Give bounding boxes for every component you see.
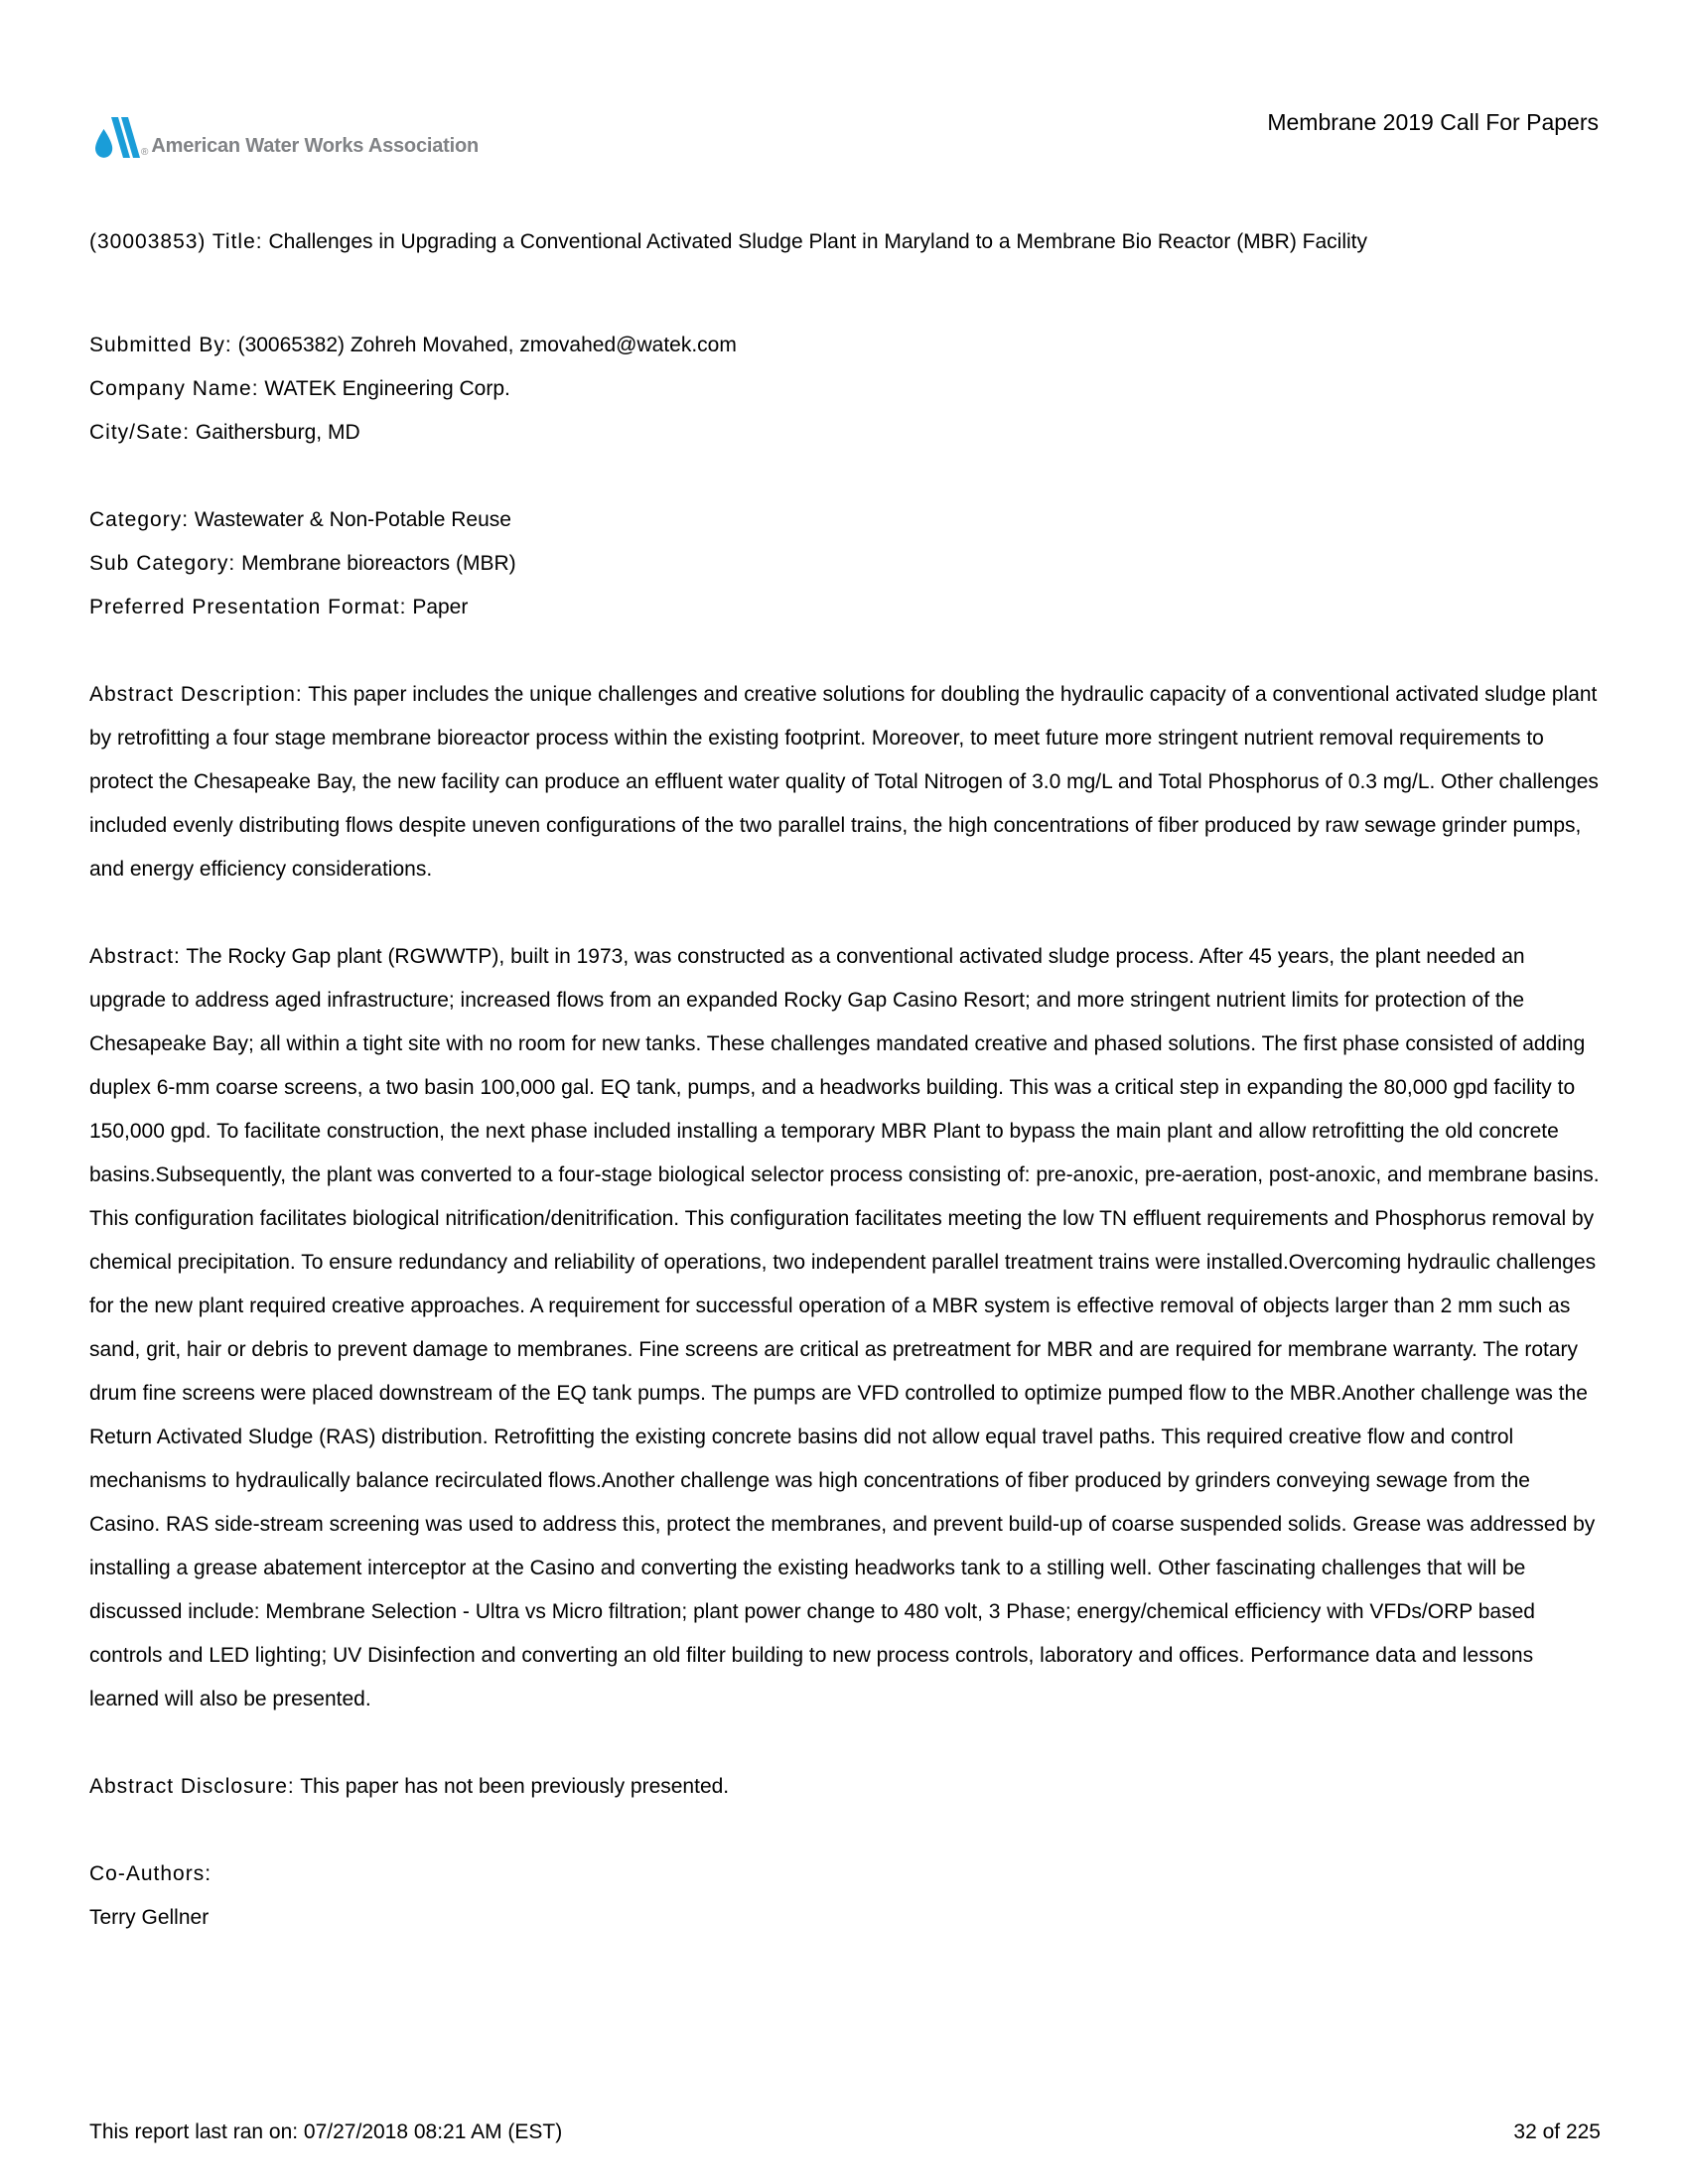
registered-trademark-icon: ® — [141, 147, 149, 158]
abstract-paragraph — [89, 935, 1603, 1721]
submitted-by-value: (30065382) Zohreh Movahed, zmovahed@watek.com — [237, 334, 737, 356]
org-name: American Water Works Association — [151, 135, 480, 157]
paper-title-text: Challenges in Upgrading a Conventional Activated Sludge Plant in Maryland to a Membrane Bio Reactor (MBR) Facility — [268, 230, 1368, 253]
page-header — [94, 103, 1599, 173]
abstract-label: Abstract: — [89, 945, 181, 968]
co-authors-section — [89, 1852, 1603, 1940]
abstract-description-label: Abstract Description: — [89, 683, 303, 706]
abstract-description-text: This paper includes the unique challenges and creative solutions for doubling the hydraulic capacity of a conventional activated sludge plant by retrofitting a four stage membrane bioreactor process within the existing footprint. Moreover, to meet future more stringent nutrient removal requirements to protect the Chesapeake Bay, the new facility can produce an effluent water quality of Total Nitrogen of 3.0 mg/L and Total Phosphorus of 0.3 mg/L. Other challenges included evenly distributing flows despite uneven configurations of the two parallel trains, the high concentrations of fiber produced by raw sewage grinder pumps, and energy efficiency considerations. — [89, 683, 1599, 881]
report-last-run: This report last ran on: 07/27/2018 08:21 AM (EST) — [89, 2120, 563, 2143]
abstract-disclosure-line — [89, 1765, 1603, 1809]
co-author-name: Terry Gellner — [89, 1906, 210, 1929]
abstract-text: The Rocky Gap plant (RGWWTP), built in 1973, was constructed as a conventional activated sludge process. After 45 years, the plant needed an upgrade to address aged infrastructure; increased flows from an expanded Rocky Gap Casino Resort; and more stringent nutrient limits for protection of the Chesapeake Bay; all within a tight site with no room for new tanks. These challenges mandated creative and phased solutions. The first phase consisted of adding duplex 6-mm coarse screens, a two basin 100,000 gal. EQ tank, pumps, and a headworks building. This was a critical step in expanding the 80,000 gpd facility to 150,000 gpd. To facilitate construction, the next phase included installing a temporary MBR Plant to bypass the main plant and allow retrofitting the old concrete basins.Subsequently, the plant was converted to a four-stage biological selector process consisting of: pre-anoxic, pre-aeration, post-anoxic, and membrane basins. This configuration facilitates biological nitrification/denitrification. This configuration facilitates meeting the low TN effluent requirements and Phosphorus removal by chemical precipitation. To ensure redundancy and reliability of operations, two independent parallel treatment trains were installed.Overcoming hydraulic challenges for the new plant required creative approaches. A requirement for successful operation of a MBR system is effective removal of objects larger than 2 mm such as sand, grit, hair or debris to prevent damage to membranes. Fine screens are critical as pretreatment for MBR and are required for membrane warranty. The rotary drum fine screens were placed downstream of the EQ tank pumps. The pumps are VFD controlled to optimize pumped flow to the MBR.Another challenge was the Return Activated Sludge (RAS) distribution. Retrofitting the existing concrete basins did not allow equal travel paths. This required creative flow and control mechanisms to hydraulically balance recirculated flows.Another challenge was high concentrations of fiber produced by grinders conveying sewage from the Casino. RAS side-stream screening was used to address this, protect the membranes, and prevent build-up of coarse suspended solids. Grease was addressed by installing a grease abatement interceptor at the Casino and converting the existing headworks tank to a stilling well. Other fascinating challenges that will be discussed include: Membrane Selection - Ultra vs Micro filtration; plant power change to 480 volt, 3 Phase; energy/chemical efficiency with VFDs/ORP based controls and LED lighting; UV Disinfection and converting an old filter building to new process controls, laboratory and offices. Performance data and lessons learned will also be presented. — [89, 945, 1600, 1710]
awwa-drop-icon — [94, 117, 140, 159]
submitted-by-label: Submitted By: — [89, 334, 232, 356]
city-state-value: Gaithersburg, MD — [195, 421, 360, 444]
company-name-value: WATEK Engineering Corp. — [264, 377, 510, 400]
sub-category-label: Sub Category: — [89, 552, 236, 575]
abstract-disclosure-text: This paper has not been previously presented. — [300, 1775, 730, 1798]
category-value: Wastewater & Non-Potable Reuse — [194, 508, 511, 531]
company-name-line — [89, 367, 1603, 411]
submission-info — [89, 324, 1603, 455]
abstract-description-paragraph — [89, 673, 1603, 891]
abstract-disclosure-label: Abstract Disclosure: — [89, 1775, 295, 1798]
page-footer — [89, 2120, 1601, 2144]
awwa-logo — [94, 117, 479, 159]
co-authors-label: Co-Authors: — [89, 1862, 212, 1885]
paper-title-line — [89, 220, 1603, 264]
category-label: Category: — [89, 508, 190, 531]
page-number: 32 of 225 — [1513, 2120, 1601, 2143]
presentation-format-label: Preferred Presentation Format: — [89, 596, 407, 618]
sub-category-line — [89, 542, 1603, 586]
company-name-label: Company Name: — [89, 377, 259, 400]
report-body — [89, 220, 1603, 1940]
sub-category-value: Membrane bioreactors (MBR) — [241, 552, 516, 575]
presentation-format-value: Paper — [412, 596, 469, 618]
classification-info — [89, 498, 1603, 629]
city-state-label: City/Sate: — [89, 421, 191, 444]
submitted-by-line — [89, 324, 1603, 367]
category-line — [89, 498, 1603, 542]
presentation-format-line — [89, 586, 1603, 629]
city-state-line — [89, 411, 1603, 455]
report-title: Membrane 2019 Call For Papers — [1267, 109, 1599, 135]
paper-id-title-label: (30003853) Title: — [89, 230, 263, 253]
